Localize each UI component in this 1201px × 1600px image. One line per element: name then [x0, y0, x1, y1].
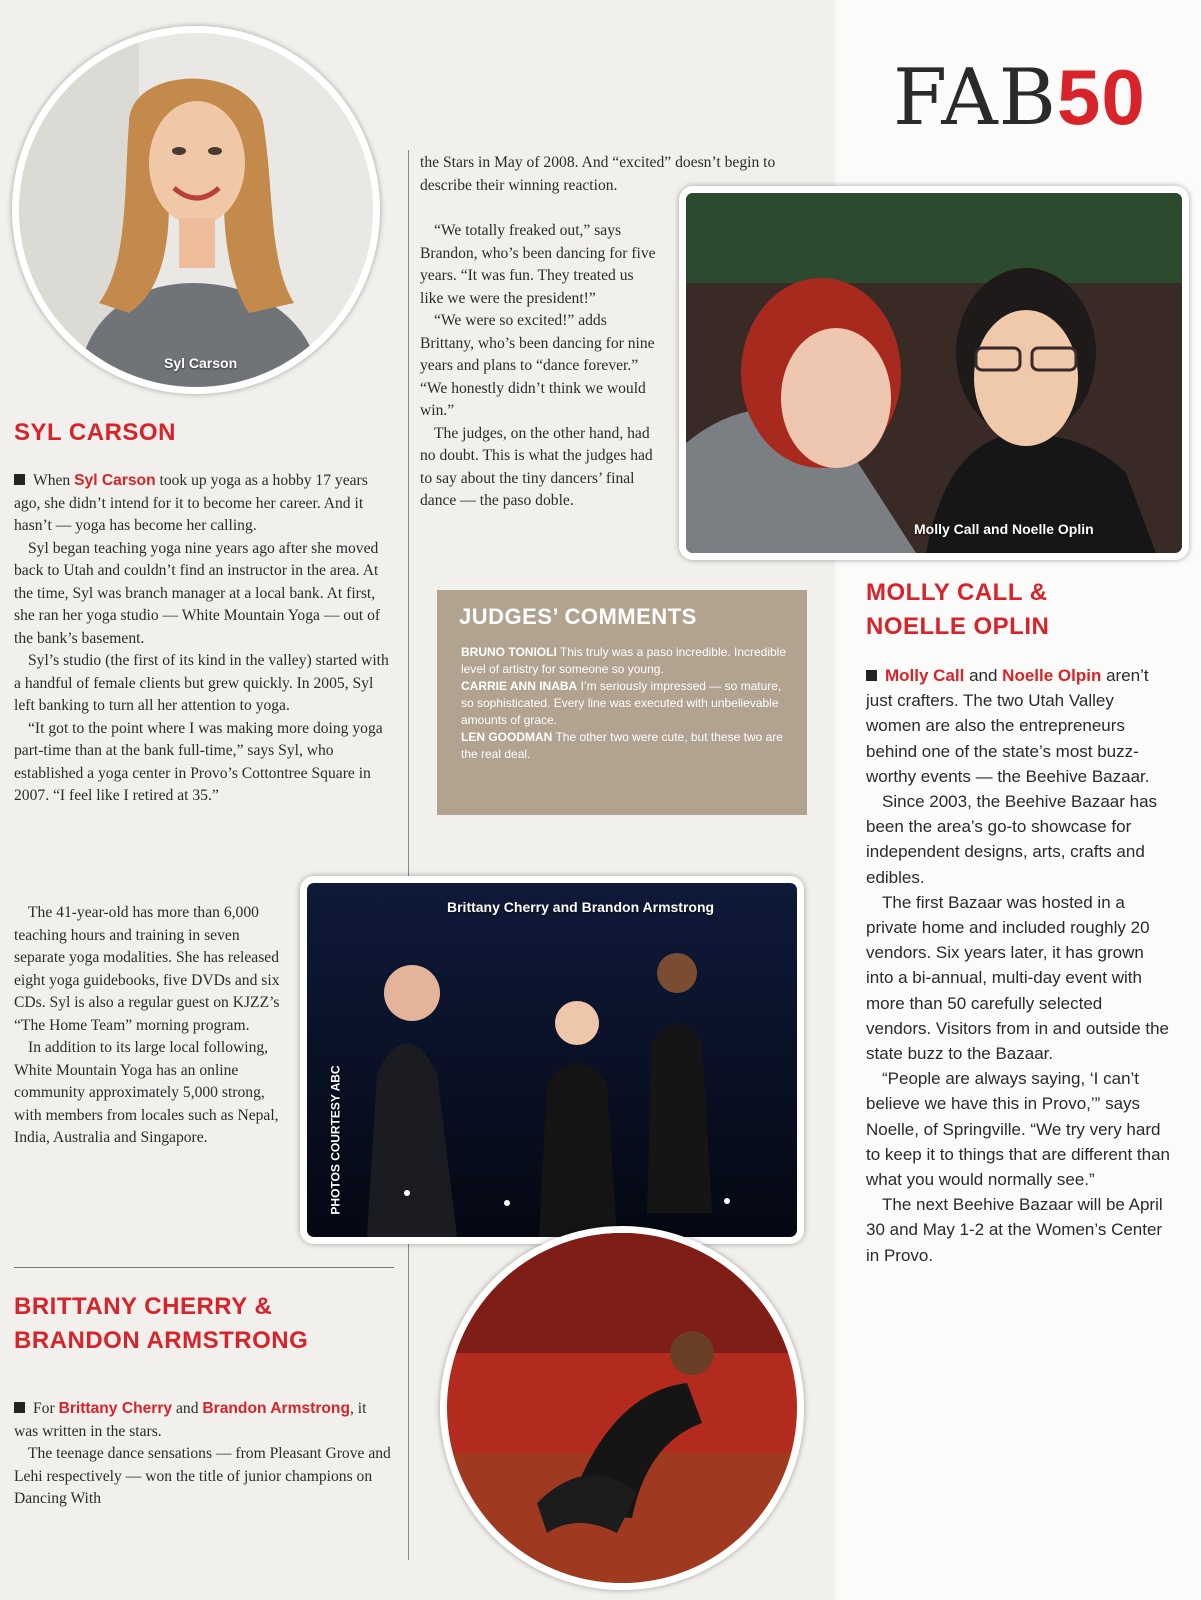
heading-line: BRANDON ARMSTRONG — [14, 1327, 309, 1354]
lead-name: Brandon Armstrong — [202, 1400, 350, 1417]
syl-article-wrap — [14, 902, 282, 1150]
photo-credit: PHOTOS COURTESY ABC — [328, 1065, 343, 1215]
dance-paragraph: the Stars in May of 2008. And “excited” doesn’t begin to describe their winning reaction. — [420, 154, 776, 194]
lead-and: and — [172, 1400, 203, 1417]
dance-paragraph: “We were so excited!” adds Brittany, who’s been dancing for nine years and plans to “dance forever.” “We honestly didn’t think we would win.” — [420, 312, 655, 419]
molly-paragraph: Since 2003, the Beehive Bazaar has been the area’s go-to showcase for independent designs, arts, crafts and edibles. — [866, 792, 1158, 887]
dance-paragraph: The judges, on the other hand, had no doubt. This is what the judges had to say about the tiny dancers’ final dance — the paso doble. — [420, 424, 653, 509]
lead-rest: aren’t just crafters. The two Utah Valley women are also the entrepreneurs behind one of the state’s most buzz-worthy events — the Beehive Bazaar. — [866, 666, 1150, 786]
judge-name: BRUNO TONIOLI — [461, 645, 557, 659]
ballroom-illustration — [447, 1233, 797, 1583]
lead-rest: took up yoga as a hobby 17 years ago, she didn’t intend for it to become her career. And it hasn’t — yoga has become her calling. — [14, 472, 368, 534]
bullet-square-icon — [14, 474, 25, 485]
dance-heading — [14, 1290, 308, 1358]
molly-paragraph: The next Beehive Bazaar will be April 30 and May 1-2 at the Women’s Center in Provo. — [866, 1195, 1163, 1265]
molly-paragraph: The first Bazaar was hosted in a private home and included roughly 20 vendors. Six years later, it has grown into a bi-annual, multi-day event with more than 50 carefully selected vendors. Visitors from in and outside the state buzz to the Bazaar. — [866, 892, 1170, 1064]
molly-lead-paragraph — [866, 663, 1170, 789]
judge-text: This truly was a paso incredible. Incredible level of artistry for someone so young. — [461, 645, 787, 676]
dwts-photo — [300, 876, 804, 1244]
section-divider — [14, 1267, 394, 1268]
logo-number: 50 — [1057, 53, 1146, 141]
lead-rest: , it was written in the stars. — [14, 1400, 367, 1440]
syl-paragraph: The 41-year-old has more than 6,000 teaching hours and training in seven separate yoga modalities. She has released eight yoga guidebooks, five DVDs and six CDs. Syl is also a regular guest on KJZZ’s “The Home Team” morning program. — [14, 904, 280, 1034]
bullet-square-icon — [866, 670, 877, 681]
syl-paragraph: Syl’s studio (the first of its kind in the valley) started with a handful of female clients but grew quickly. In 2005, Syl left banking to turn all her attention to yoga. — [14, 652, 389, 714]
syl-carson-photo — [12, 26, 380, 394]
column-divider — [408, 150, 409, 1560]
lead-name: Noelle Olpin — [1002, 666, 1102, 685]
judges-title: JUDGES’ COMMENTS — [459, 604, 697, 629]
photo-caption: Syl Carson — [164, 355, 238, 371]
syl-lead-paragraph — [14, 470, 396, 538]
dance-article — [14, 1398, 394, 1511]
judge-name: CARRIE ANN INABA — [461, 679, 578, 693]
judge-text: I’m seriously impressed — so mature, so sophisticated. Every line was executed with unbelievable amounts of grace. — [461, 679, 782, 727]
judge-text: The other two were cute, but these two are the real deal. — [461, 730, 783, 761]
stage-illustration — [307, 883, 797, 1237]
dance-paragraph: The teenage dance sensations — from Pleasant Grove and Lehi respectively — won the title of junior champions on Dancing With — [14, 1445, 391, 1507]
judge-comment — [461, 644, 791, 678]
syl-article — [14, 470, 396, 808]
molly-paragraph: “People are always saying, ‘I can’t believe we have this in Provo,’” says Noelle, of Springville. “We try very hard to keep it to things that are different than what you would normally see.” — [866, 1069, 1170, 1190]
judges-comments-box — [437, 590, 807, 815]
molly-heading — [866, 576, 1049, 644]
heading-line: BRITTANY CHERRY & — [14, 1293, 273, 1320]
portrait-illustration — [19, 33, 373, 387]
syl-paragraph: “It got to the point where I was making more doing yoga part-time than at the bank full-time,” says Syl, who established a yoga center in Provo’s Cottontree Square in 2007. “I feel like I retired at 35.” — [14, 719, 383, 804]
heading-line: NOELLE OPLIN — [866, 613, 1050, 640]
judges-list — [461, 644, 791, 763]
lead-name: Brittany Cherry — [58, 1400, 173, 1417]
dance-article-continued-2 — [420, 220, 656, 513]
molly-article — [866, 663, 1170, 1268]
photo-caption: Molly Call and Noelle Oplin — [914, 521, 1094, 537]
lead-name: Syl Carson — [74, 472, 156, 489]
lead-pre: When — [33, 472, 75, 489]
lead-pre: For — [33, 1400, 59, 1417]
molly-noelle-photo — [679, 186, 1189, 560]
syl-paragraph: Syl began teaching yoga nine years ago after she moved back to Utah and couldn’t find an instructor in the area. At the time, Syl was branch manager at a local bank. At first, she ran her yoga studio — White Mountain Yoga — out of the bank’s basement. — [14, 539, 381, 647]
dance-circle-photo — [440, 1226, 804, 1590]
portrait-illustration — [686, 193, 1182, 553]
fab50-logo — [893, 53, 1146, 143]
judge-comment — [461, 678, 791, 729]
photo-caption: Brittany Cherry and Brandon Armstrong — [447, 899, 715, 915]
logo-word: FAB — [893, 53, 1057, 143]
syl-heading: SYL CARSON — [14, 419, 176, 446]
lead-and: and — [964, 666, 1003, 685]
heading-line: MOLLY CALL & — [866, 579, 1048, 606]
bullet-square-icon — [14, 1402, 25, 1413]
dance-lead-paragraph — [14, 1398, 394, 1443]
lead-name: Molly Call — [885, 666, 965, 685]
judge-comment — [461, 729, 791, 763]
syl-paragraph: In addition to its large local following, White Mountain Yoga has an online community approximately 5,000 strong, with members from locales such as Nepal, India, Australia and Singapore. — [14, 1039, 279, 1146]
dance-paragraph: “We totally freaked out,” says Brandon, who’s been dancing for five years. “It was fun. They treated us like we were the president!” — [420, 222, 656, 307]
judge-name: LEN GOODMAN — [461, 730, 553, 744]
dance-article-continued — [420, 152, 776, 197]
